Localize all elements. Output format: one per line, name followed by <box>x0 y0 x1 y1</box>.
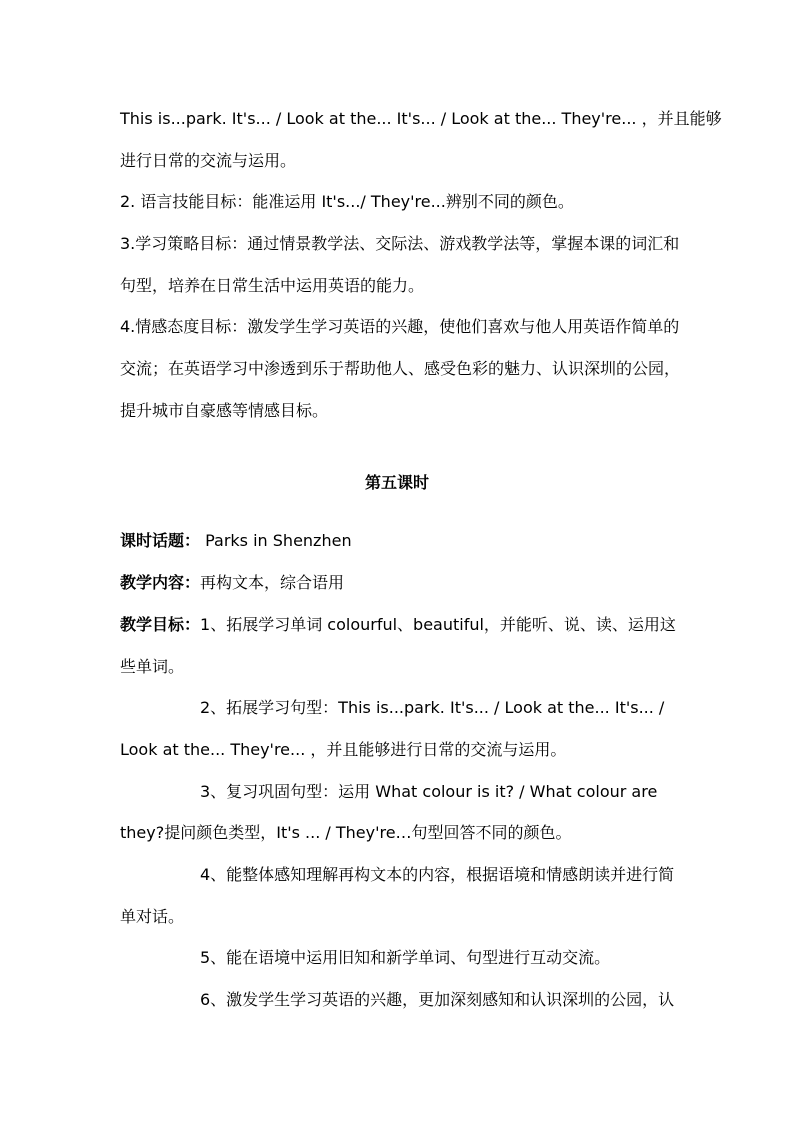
goal-item-5: 5、能在语境中运用旧知和新学单词、句型进行互动交流。 <box>200 948 611 967</box>
text-line: 2. 语言技能目标：能准运用 It's.../ They're...辨别不同的颜色。 <box>120 192 574 211</box>
goal-item-6: 6、激发学生学习英语的兴趣，更加深刻感知和认识深圳的公园，认 <box>200 990 675 1009</box>
goal-item-1: 1、拓展学习单词 colourful、beautiful，并能听、说、读、运用这 <box>200 615 676 634</box>
content-value: 再构文本，综合语用 <box>200 573 345 592</box>
goal-item-4: 4、能整体感知理解再构文本的内容，根据语境和情感朗读并进行简 <box>200 865 675 884</box>
text-line: 4.情感态度目标：激发学生学习英语的兴趣，使他们喜欢与他人用英语作简单的 <box>120 317 680 336</box>
goals-label: 教学目标： <box>120 615 201 634</box>
text-line: This is...park. It's... / Look at the... It's... / Look at the... They're... ，并且能够 <box>120 109 722 128</box>
topic-label: 课时话题： <box>120 531 201 550</box>
text-line: 句型，培养在日常生活中运用英语的能力。 <box>120 276 425 295</box>
goals-line <box>120 614 680 636</box>
topic-line <box>120 530 680 552</box>
goal-item-3: 3、复习巩固句型：运用 What colour is it? / What colour are <box>200 782 658 801</box>
goal-item-4-cont: 单对话。 <box>120 907 185 926</box>
goal-item-3-cont: they?提问颜色类型，It's ... / They're…句型回答不同的颜色。 <box>120 823 572 842</box>
goal-item-2: 2、拓展学习句型：This is...park. It's... / Look at the... It's... / <box>200 698 665 717</box>
section-title: 第五课时 <box>364 473 429 492</box>
content-line <box>120 572 680 594</box>
goal-item-2-cont: Look at the... They're... ，并且能够进行日常的交流与运用。 <box>120 740 567 759</box>
content-label: 教学内容： <box>120 573 201 592</box>
text-line: 进行日常的交流与运用。 <box>120 151 297 170</box>
text-line: 3.学习策略目标：通过情景教学法、交际法、游戏教学法等，掌握本课的词汇和 <box>120 234 680 253</box>
goal-item-1-cont: 些单词。 <box>120 657 185 676</box>
topic-value: Parks in Shenzhen <box>200 531 352 550</box>
text-line: 提升城市自豪感等情感目标。 <box>120 401 329 420</box>
text-line: 交流；在英语学习中渗透到乐于帮助他人、感受色彩的魅力、认识深圳的公园， <box>120 359 681 378</box>
